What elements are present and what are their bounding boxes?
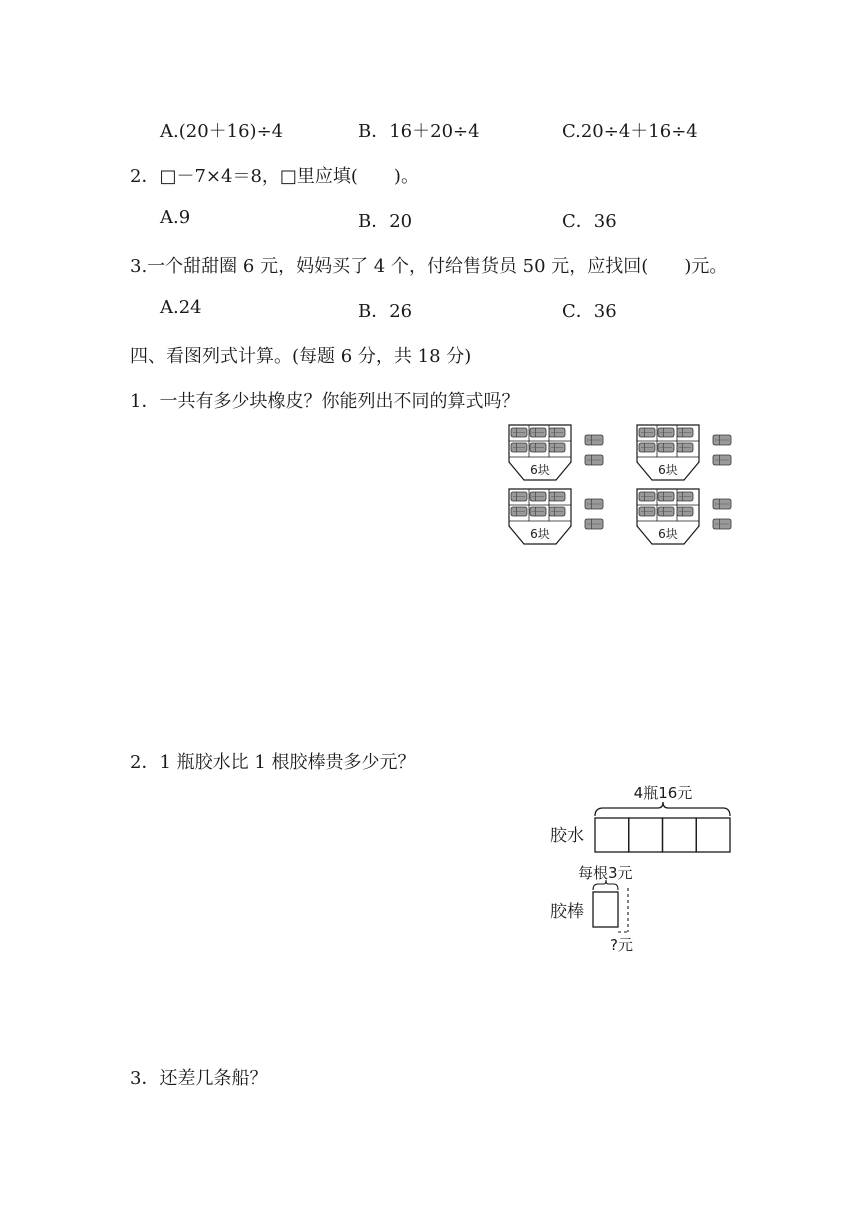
problem-2-stem: 2．1 瓶胶水比 1 根胶棒贵多少元？	[130, 752, 416, 773]
glue-box	[629, 818, 663, 852]
section-4-heading: 四、看图列式计算。(每题 6 分，共 18 分)	[130, 346, 472, 367]
total-brace	[595, 802, 730, 816]
eraser-figure	[508, 424, 748, 554]
loose-eraser	[584, 430, 604, 451]
question-3-stem: 3.一个甜甜圈 6 元，妈妈买了 4 个，付给售货员 50 元，应找回( )元。	[130, 256, 728, 277]
loose-eraser	[584, 450, 604, 471]
loose-eraser	[584, 514, 604, 535]
eraser-pack	[508, 424, 572, 482]
glue-box	[663, 818, 697, 852]
eraser-pack	[636, 424, 700, 482]
glue-box	[595, 818, 629, 852]
problem-1-stem: 1．一共有多少块橡皮？你能列出不同的算式吗？	[130, 391, 520, 412]
pack-label: 6块	[530, 527, 550, 541]
glue-label: 胶水	[550, 826, 584, 846]
loose-eraser	[712, 450, 732, 471]
eraser-pack	[508, 488, 572, 546]
pack-label: 6块	[658, 527, 678, 541]
stick-box	[593, 892, 618, 927]
option-b-q2: B．20	[358, 211, 413, 232]
question-label: ?元	[610, 936, 633, 954]
option-b-prev: B．16＋20÷4	[358, 121, 480, 142]
option-a-q3: A.24	[160, 297, 202, 318]
pack-label: 6块	[658, 463, 678, 477]
loose-eraser	[584, 494, 604, 515]
option-a-q2: A.9	[160, 207, 191, 228]
loose-eraser	[712, 494, 732, 515]
option-a-prev: A.(20＋16)÷4	[160, 121, 284, 142]
glue-boxes	[595, 818, 730, 852]
stick-price-label: 每根3元	[578, 864, 633, 882]
stick-label: 胶棒	[550, 902, 584, 922]
glue-total-label: 4瓶16元	[633, 784, 693, 802]
glue-diagram	[548, 780, 748, 960]
option-c-prev: C.20÷4＋16÷4	[562, 121, 698, 142]
option-b-q3: B．26	[358, 301, 413, 322]
problem-3-stem: 3．还差几条船？	[130, 1068, 268, 1089]
loose-eraser	[712, 430, 732, 451]
glue-box	[696, 818, 730, 852]
option-c-q2: C．36	[562, 211, 617, 232]
question-2-stem: 2．□－7×4＝8，□里应填( )。	[130, 166, 419, 187]
eraser-pack	[636, 488, 700, 546]
pack-label: 6块	[530, 463, 550, 477]
loose-eraser	[712, 514, 732, 535]
option-c-q3: C．36	[562, 301, 617, 322]
